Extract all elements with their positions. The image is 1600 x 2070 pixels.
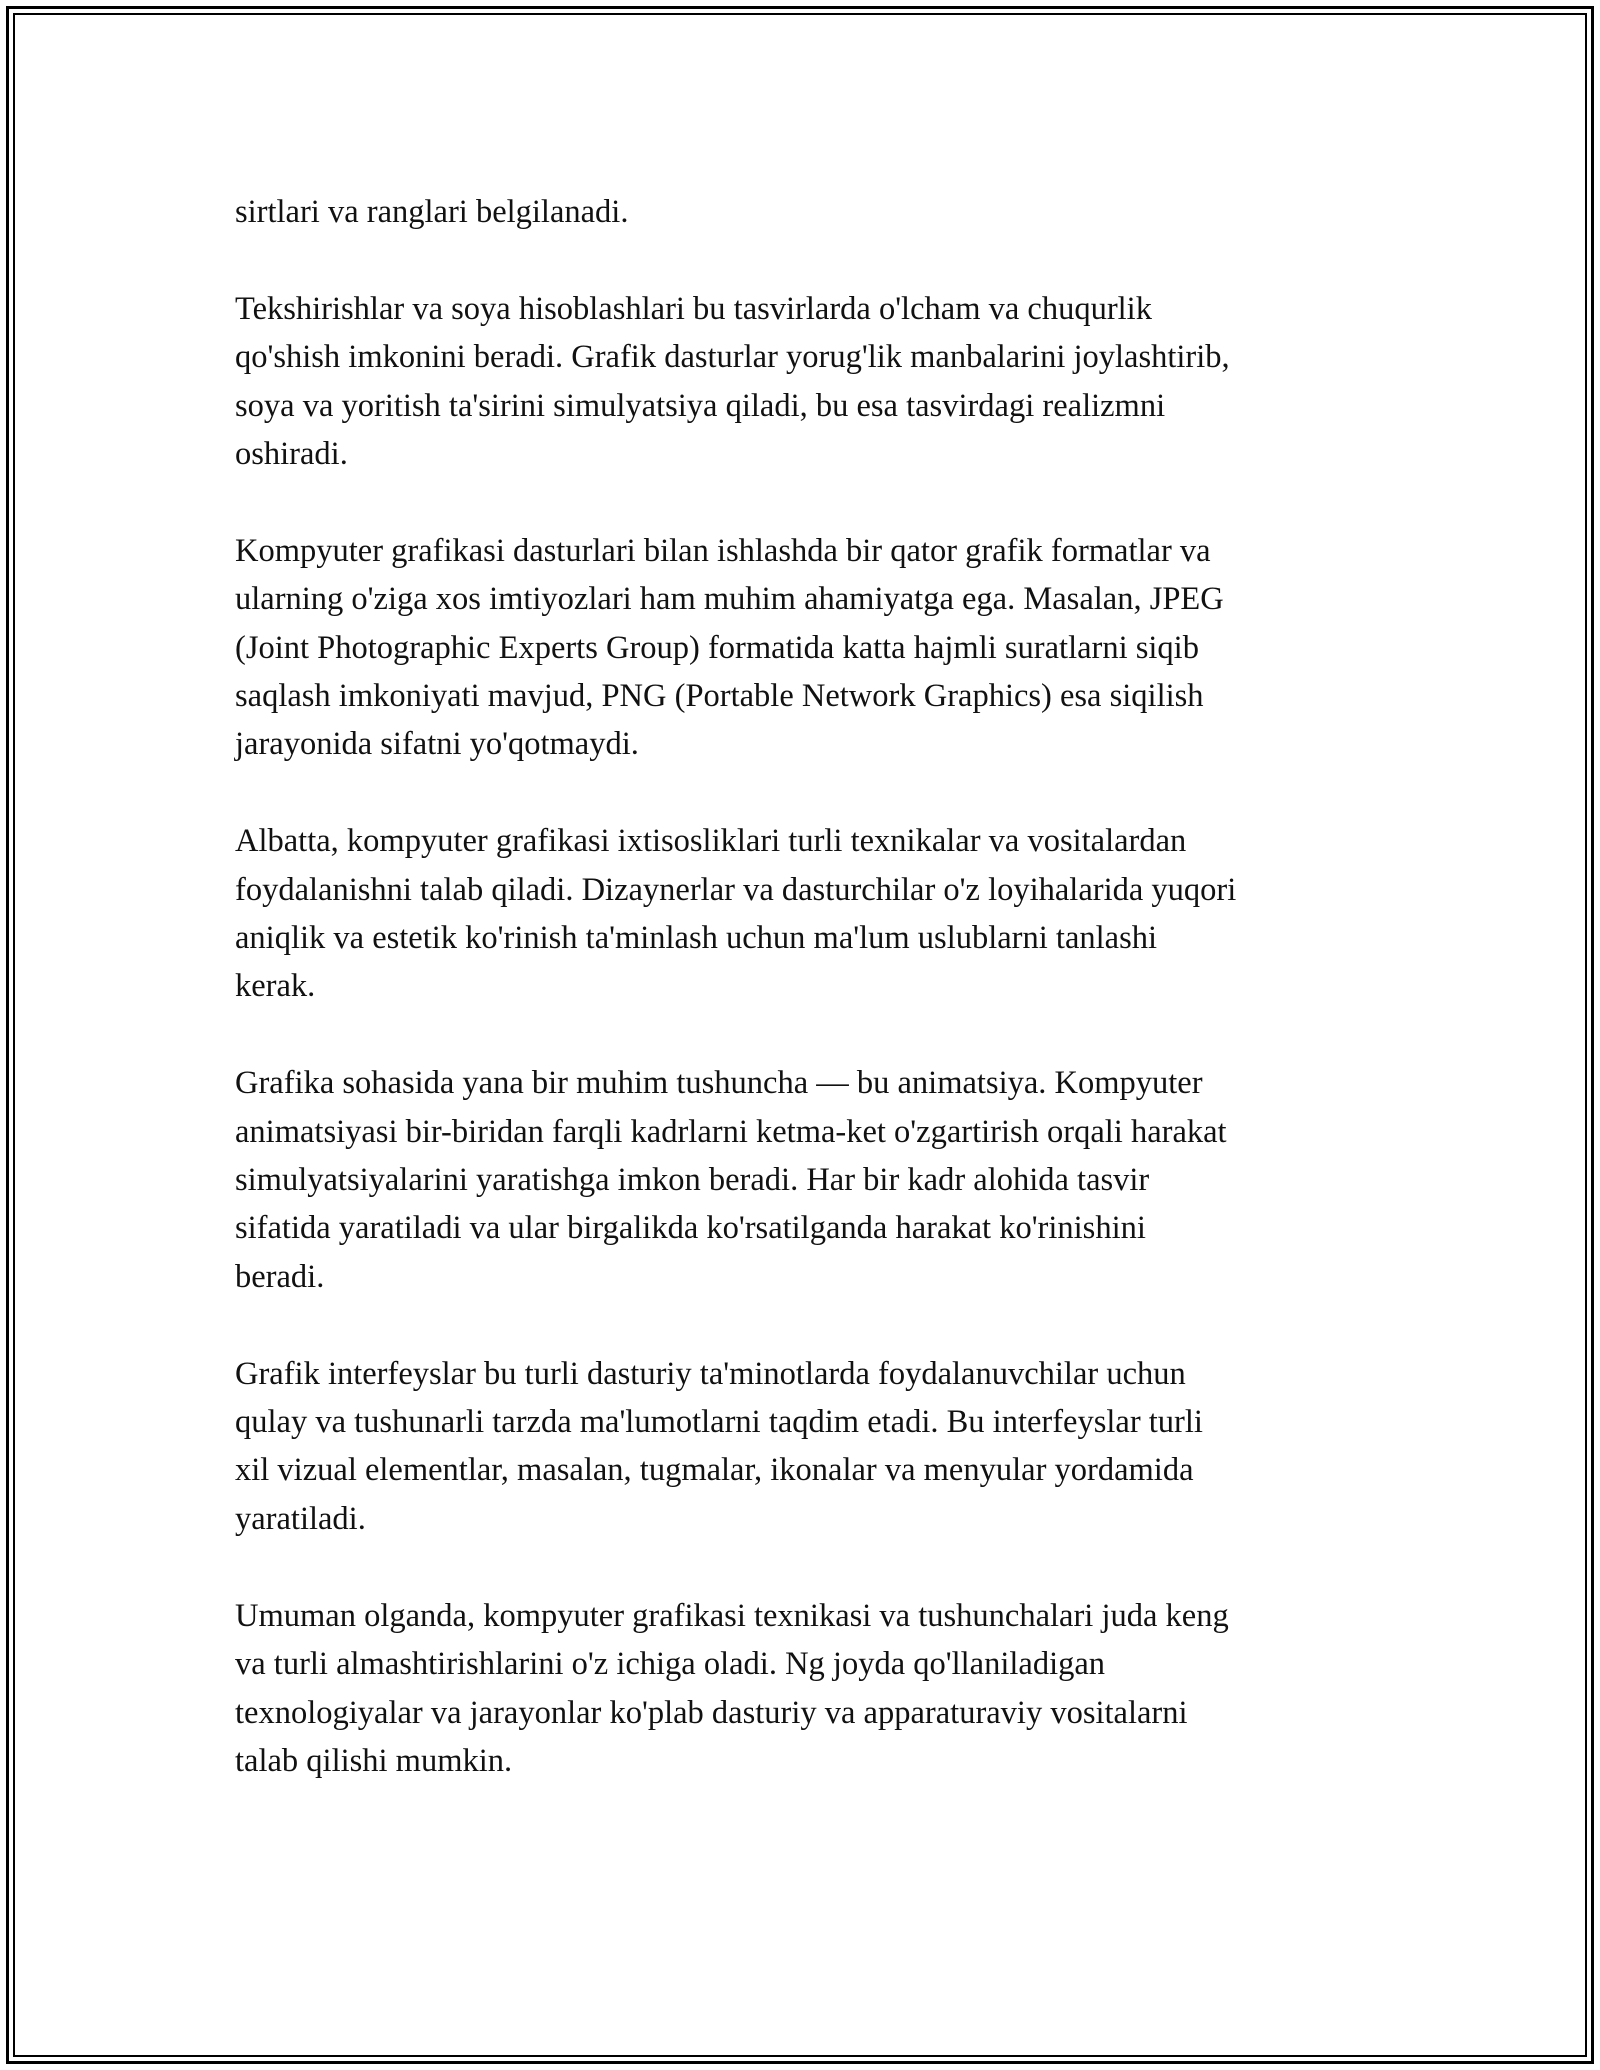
paragraph: Grafika sohasida yana bir muhim tushuncha — bu animatsiya. Kompyuter animatsiyasi bir-biridan farqli kadrlarni ketma-ket o'zgartirish orqali harakat simulyatsiyalarini yaratishga imkon beradi. Har bir kadr alohida tasvir sifatida yaratiladi va ular birgalikda ko'rsatilganda harakat ko'rinishini beradi. xyxy=(235,1065,1227,1295)
paragraph: Grafik interfeyslar bu turli dasturiy ta'minotlarda foydalanuvchilar uchun qulay va tushunarli tarzda ma'lumotlarni taqdim etadi. Bu interfeyslar turli xil vizual elementlar, masalan, tugmalar, ikonalar va menyular yordamida yaratiladi. xyxy=(235,1355,1203,1537)
paragraph: sirtlari va ranglari belgilanadi. xyxy=(235,194,629,230)
paragraph: Kompyuter grafikasi dasturlari bilan ishlashda bir qator grafik formatlar va ularning o'ziga xos imtiyozlari ham muhim ahamiyatga ega. Masalan, JPEG (Joint Photographic Experts Group) formatida katta hajmli suratlarni siqib saqlash imkoniyati mavjud, PNG (Portable Network Graphics) esa siqilish jarayonida sifatni yo'qotmaydi. xyxy=(235,532,1224,763)
paragraph: Tekshirishlar va soya hisoblashlari bu tasvirlarda o'lcham va chuqurlik qo'shish imkonini beradi. Grafik dasturlar yorug'lik manbalarini joylashtirib, soya va yoritish ta'sirini simulyatsiya qiladi, bu esa tasvirdagi realizmni oshiradi. xyxy=(235,290,1230,473)
paragraph: Umuman olganda, kompyuter grafikasi texnikasi va tushunchalari juda keng va turli almashtirishlarini o'z ichiga oladi. Ng joyda qo'llaniladigan texnologiyalar va jarayonlar ko'plab dasturiy va apparaturaviy vositalarni talab qilishi mumkin. xyxy=(235,1597,1229,1779)
document-body xyxy=(235,188,1395,1834)
paragraph: Albatta, kompyuter grafikasi ixtisosliklari turli texnikalar va vositalardan foydalanishni talab qiladi. Dizaynerlar va dasturchilar o'z loyihalarida yuqori aniqlik va estetik ko'rinish ta'minlash uchun ma'lum uslublarni tanlashi kerak. xyxy=(235,823,1237,1005)
